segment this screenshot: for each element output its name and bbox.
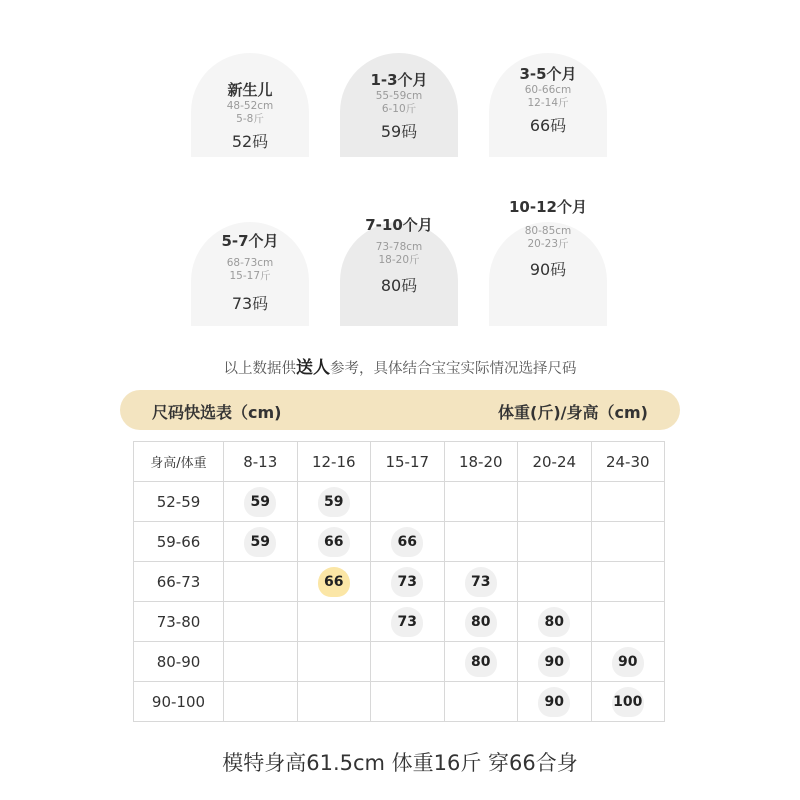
table-cell: [297, 682, 371, 722]
table-cell: [591, 562, 665, 602]
column-header: 18-20: [444, 442, 518, 482]
table-cell: [371, 522, 445, 562]
table-cell: [518, 682, 592, 722]
table-cell: [224, 642, 298, 682]
table-cell: [591, 602, 665, 642]
column-header: 12-16: [297, 442, 371, 482]
size-card-5-7-months: [191, 222, 309, 326]
size-card-weight: 20-23斤: [527, 238, 569, 250]
table-header-row: [134, 442, 665, 482]
size-card-height: 80-85cm: [524, 225, 572, 237]
table-cell: [371, 642, 445, 682]
size-card-height: 55-59cm: [375, 90, 423, 102]
table-cell: [371, 682, 445, 722]
row-header: 80-90: [134, 642, 224, 682]
size-card-code: 90码: [529, 260, 567, 279]
size-code-badge: 80: [538, 607, 570, 637]
table-cell: [444, 682, 518, 722]
table-corner-label: 身高/体重: [134, 442, 224, 482]
size-card-title: 3-5个月: [519, 65, 577, 83]
size-card-height: 60-66cm: [524, 84, 572, 96]
row-header: 73-80: [134, 602, 224, 642]
size-card-title: 新生儿: [227, 81, 273, 99]
table-cell: [224, 682, 298, 722]
table-cell: [444, 522, 518, 562]
size-code-badge: 100: [612, 687, 644, 717]
size-card-title: 7-10个月: [365, 216, 433, 234]
size-code-badge: 80: [465, 607, 497, 637]
size-code-badge: 59: [318, 487, 350, 517]
reference-note: [0, 353, 800, 378]
table-cell: [518, 562, 592, 602]
size-card-code: 80码: [380, 276, 418, 295]
size-code-badge: 59: [244, 527, 276, 557]
note-text-after: 参考，具体结合宝宝实际情况选择尺码: [330, 361, 577, 377]
row-header: 59-66: [134, 522, 224, 562]
size-card-code: 73码: [231, 294, 269, 313]
size-table-title: 尺码快选表（cm): [152, 403, 282, 422]
size-card-weight: 18-20斤: [378, 254, 420, 266]
table-row: [134, 482, 665, 522]
size-card-weight: 12-14斤: [527, 97, 569, 109]
table-cell: [224, 562, 298, 602]
table-cell: [224, 522, 298, 562]
table-cell: [591, 682, 665, 722]
table-cell: [371, 482, 445, 522]
size-card-7-10-months: [340, 216, 458, 326]
size-code-badge: 90: [612, 647, 644, 677]
model-fit-note: 模特身高61.5cm 体重16斤 穿66合身: [222, 751, 578, 775]
table-cell: [518, 482, 592, 522]
table-row: [134, 642, 665, 682]
size-card-height: 48-52cm: [226, 100, 274, 112]
size-card-weight: 5-8斤: [236, 113, 264, 125]
table-row: [134, 682, 665, 722]
column-header: 8-13: [224, 442, 298, 482]
row-header: 90-100: [134, 682, 224, 722]
note-text-before: 以上数据供: [223, 361, 296, 377]
table-row: [134, 602, 665, 642]
size-code-badge: 73: [391, 567, 423, 597]
size-quick-table: [133, 441, 665, 722]
size-code-badge: 73: [465, 567, 497, 597]
size-card-weight: 6-10斤: [381, 103, 417, 115]
table-row: [134, 522, 665, 562]
table-cell: [371, 562, 445, 602]
table-cell: [297, 482, 371, 522]
size-code-badge: 66: [318, 567, 350, 597]
table-cell: [591, 522, 665, 562]
table-cell: [444, 642, 518, 682]
size-code-badge: 90: [538, 687, 570, 717]
size-card-height: 73-78cm: [375, 241, 423, 253]
size-card-1-3-months: [340, 53, 458, 157]
size-card-title: 10-12个月: [509, 198, 587, 216]
table-cell: [224, 602, 298, 642]
size-card-code: 52码: [231, 132, 269, 151]
table-cell: [591, 482, 665, 522]
column-header: 15-17: [371, 442, 445, 482]
row-header: 52-59: [134, 482, 224, 522]
size-code-badge: 73: [391, 607, 423, 637]
table-cell: [444, 482, 518, 522]
size-card-title: 1-3个月: [370, 71, 428, 89]
table-cell: [518, 602, 592, 642]
table-cell: [591, 642, 665, 682]
size-code-badge: 66: [318, 527, 350, 557]
size-card-10-12-months: [489, 198, 607, 326]
table-cell: [297, 562, 371, 602]
column-header: 24-30: [591, 442, 665, 482]
table-cell: [297, 642, 371, 682]
table-cell: [444, 562, 518, 602]
table-cell: [371, 602, 445, 642]
size-card-height: 68-73cm: [226, 257, 274, 269]
size-card-code: 66码: [529, 116, 567, 135]
size-card-3-5-months: [489, 53, 607, 157]
size-code-badge: 66: [391, 527, 423, 557]
row-header: 66-73: [134, 562, 224, 602]
table-cell: [518, 522, 592, 562]
size-card-newborn: [191, 53, 309, 157]
size-card-title: 5-7个月: [221, 232, 279, 250]
size-card-weight: 15-17斤: [229, 270, 271, 282]
table-row: [134, 562, 665, 602]
table-cell: [518, 642, 592, 682]
size-table-axis-label: 体重(斤)/身高（cm): [498, 403, 648, 422]
table-cell: [297, 522, 371, 562]
note-emphasis: 送人: [296, 358, 330, 378]
table-cell: [224, 482, 298, 522]
table-cell: [297, 602, 371, 642]
size-code-badge: 80: [465, 647, 497, 677]
column-header: 20-24: [518, 442, 592, 482]
size-code-badge: 59: [244, 487, 276, 517]
table-cell: [444, 602, 518, 642]
size-card-code: 59码: [380, 122, 418, 141]
size-table-header-bar: [120, 390, 680, 430]
size-code-badge: 90: [538, 647, 570, 677]
